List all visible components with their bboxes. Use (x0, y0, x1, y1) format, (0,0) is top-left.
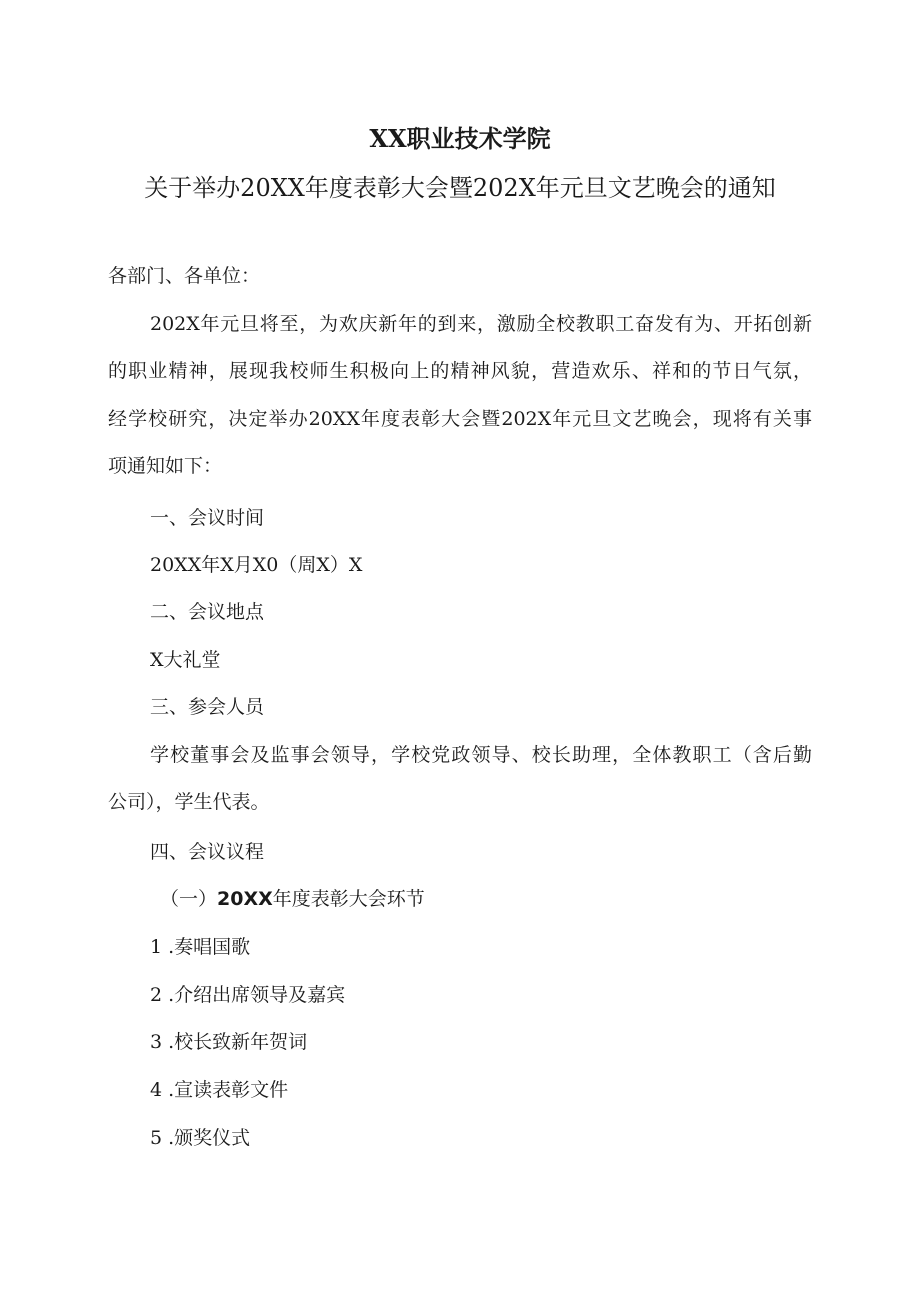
agenda-item-1: 1 .奏唱国歌 (150, 936, 251, 958)
agenda-item-4: 4 .宣读表彰文件 (150, 1079, 289, 1101)
agenda-item-3: 3 .校长致新年贺词 (150, 1031, 308, 1053)
section-heading-location: 二、会议地点 (150, 601, 265, 623)
meeting-time: 20XX年X月X0（周X）X (150, 554, 363, 576)
intro-line-3: 经学校研究，决定举办20XX年度表彰大会暨202X年元旦文艺晚会，现将有关事 (108, 408, 812, 430)
intro-line-1: 202X年元旦将至，为欢庆新年的到来，激励全校教职工奋发有为、开拓创新 (150, 313, 812, 335)
section-heading-agenda: 四、会议议程 (150, 841, 265, 863)
agenda-item-5: 5 .颁奖仪式 (150, 1127, 251, 1149)
meeting-location: X大礼堂 (150, 649, 221, 671)
agenda-subheading-prefix: （一） (160, 888, 218, 910)
intro-line-2: 的职业精神，展现我校师生积极向上的精神风貌，营造欢乐、祥和的节日气氛， (108, 360, 812, 382)
section-heading-attendees: 三、参会人员 (150, 696, 265, 718)
document-title-notice (0, 171, 920, 205)
agenda-subheading (160, 884, 425, 914)
intro-line-4: 项通知如下： (108, 455, 223, 477)
section-heading-time: 一、会议时间 (150, 507, 265, 529)
agenda-item-2: 2 .介绍出席领导及嘉宾 (150, 984, 346, 1006)
institution-name: XX职业技术学院 (369, 124, 551, 153)
salutation: 各部门、各单位： (108, 265, 261, 287)
document-title-institution (0, 122, 920, 156)
notice-title: 关于举办20XX年度表彰大会暨202X年元旦文艺晚会的通知 (144, 174, 776, 202)
agenda-subheading-text: 年度表彰大会环节 (272, 888, 425, 910)
agenda-subheading-year: 20XX (217, 888, 273, 910)
attendees-line-2: 公司），学生代表。 (108, 791, 270, 813)
attendees-line-1: 学校董事会及监事会领导，学校党政领导、校长助理，全体教职工（含后勤 (150, 744, 812, 766)
